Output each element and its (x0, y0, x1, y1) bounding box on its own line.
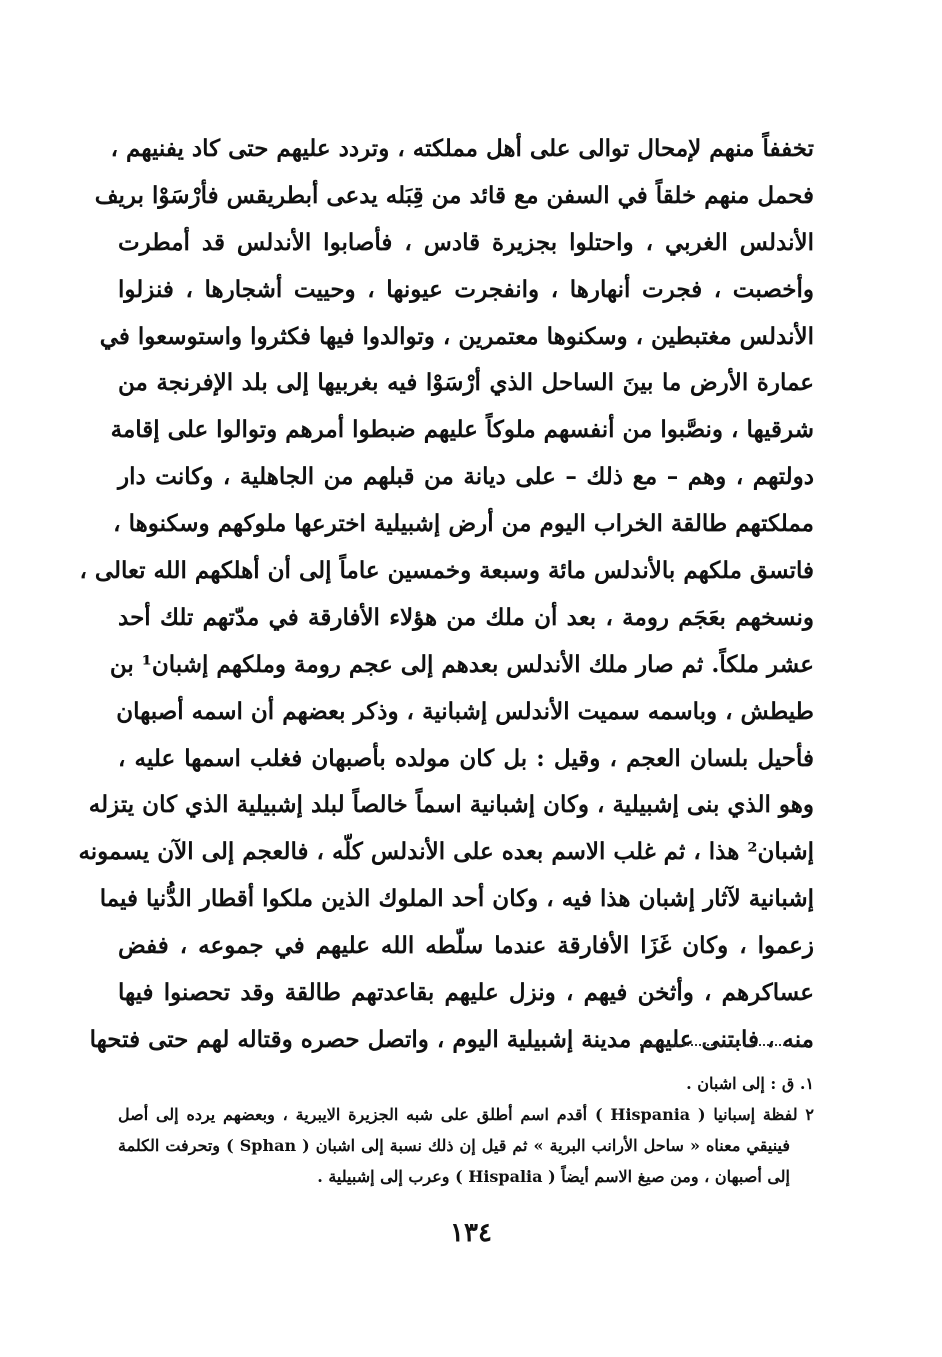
text-line: الأندلس مغتبطين ، وسكنوها معتمرين ، وتوالدوا فيها فكثروا واستوسعوا في (99, 322, 814, 350)
text-line: ونسخهم بعَجَم رومة ، بعد أن ملك من هؤلاء الأفارقة في مدّتهم تلك أحد (118, 603, 814, 631)
text-line: إشبان² هذا ، ثم غلب الاسم بعده على الأندلس كلّه ، فالعجم إلى الآن يسمونه (78, 838, 814, 866)
text-line: عمارة الأرض ما بينَ الساحل الذي أرْسَوْا فيه بغربيها إلى بلد الإفرنجة من (118, 369, 814, 397)
footnote-2-line-3: إلى أصبهان ، ومن صيغ الاسم أيضاً ( Hispalia ) وعرب إلى إشبيلية . (317, 1167, 790, 1186)
footnote-1: ١. ق : إلى اشبان . (686, 1074, 814, 1093)
text-line: وأخصبت ، فجرت أنهارها ، وانفجرت عيونها ، وحييت أشجارها ، فنزلوا (118, 275, 814, 303)
footnotes-block (118, 1068, 814, 1192)
footnote-2-line-2: فينيقي معناه « ساحل الأرانب البرية » ثم قيل إن ذلك نسبة إلى اشبان ( Sphan ) وتحرفت الكلمة (118, 1136, 790, 1155)
text-line: إشبانية لآثار إشبان هذا فيه ، وكان أحد الملوك الذين ملكوا أقطار الدُّنيا فيما (99, 885, 814, 913)
footnote-2-line-1: ٢ لفظة إسبانيا ( Hispania ) أقدم اسم أطلق على شبه الجزيرة الايبرية ، وبعضهم يرده إلى أصل (118, 1105, 814, 1124)
text-line: الأندلس الغربي ، واحتلوا بجزيرة قادس ، فأصابوا الأندلس قد أمطرت (118, 228, 814, 256)
page-number: ١٣٤ (450, 1218, 492, 1248)
text-line: عشر ملكاً. ثم صار ملك الأندلس بعدهم إلى عجم رومة وملكهم إشبان¹ بن (109, 650, 814, 678)
text-line: تخففاً منهم لإمحال توالى على أهل مملكته ، وتردد عليهم حتى كاد يفنيهم ، (110, 135, 814, 162)
text-line: وهو الذي بنى إشبيلية ، وكان إشبانية اسماً خالصاً لبلد إشبيلية الذي كان يتزله (88, 791, 814, 819)
text-line: طيطش ، وباسمه سميت الأندلس إشبانية ، وذكر بعضهم أن اسمه أصبهان (116, 697, 814, 725)
text-line: عساكرهم ، وأثخن فيهم ، ونزل عليهم بقاعدتهم طالقة وقد تحصنوا فيها (118, 979, 814, 1007)
text-line: منه ، فابتنى عليهم مدينة إشبيلية اليوم ، واتصل حصره وقتاله لهم حتى فتحها (89, 1025, 814, 1053)
text-line: فاتسق ملكهم بالأندلس مائة وسبعة وخمسين عاماً إلى أن أهلكهم الله تعالى ، (79, 557, 814, 585)
text-line: مملكتهم طالقة الخراب اليوم من أرض إشبيلية اخترعها ملوكهم وسكنوها ، (113, 510, 814, 538)
text-line: فحمل منهم خلقاً في السفن مع قائد من قِبَله يدعى أبطريقس فأرْسَوْا بريف (94, 181, 814, 209)
text-line: دولتهم ، وهم – مع ذلك – على ديانة من قبلهم من الجاهلية ، وكانت دار (118, 463, 814, 491)
text-line: فأحيل بلسان العجم ، وقيل : بل كان مولده بأصبهان فغلب اسمها عليه ، (118, 744, 814, 772)
text-line: شرقيها ، ونصَّبوا من أنفسهم ملوكاً عليهم ضبطوا أمرهم وتوالوا على إقامة (110, 416, 814, 444)
text-line: زعموا ، وكان غَزَا الأفارقة عندما سلّطه الله عليهم في جموعه ، ففض (118, 932, 814, 960)
main-text-block (78, 126, 814, 1064)
footnote-separator (640, 1044, 808, 1046)
